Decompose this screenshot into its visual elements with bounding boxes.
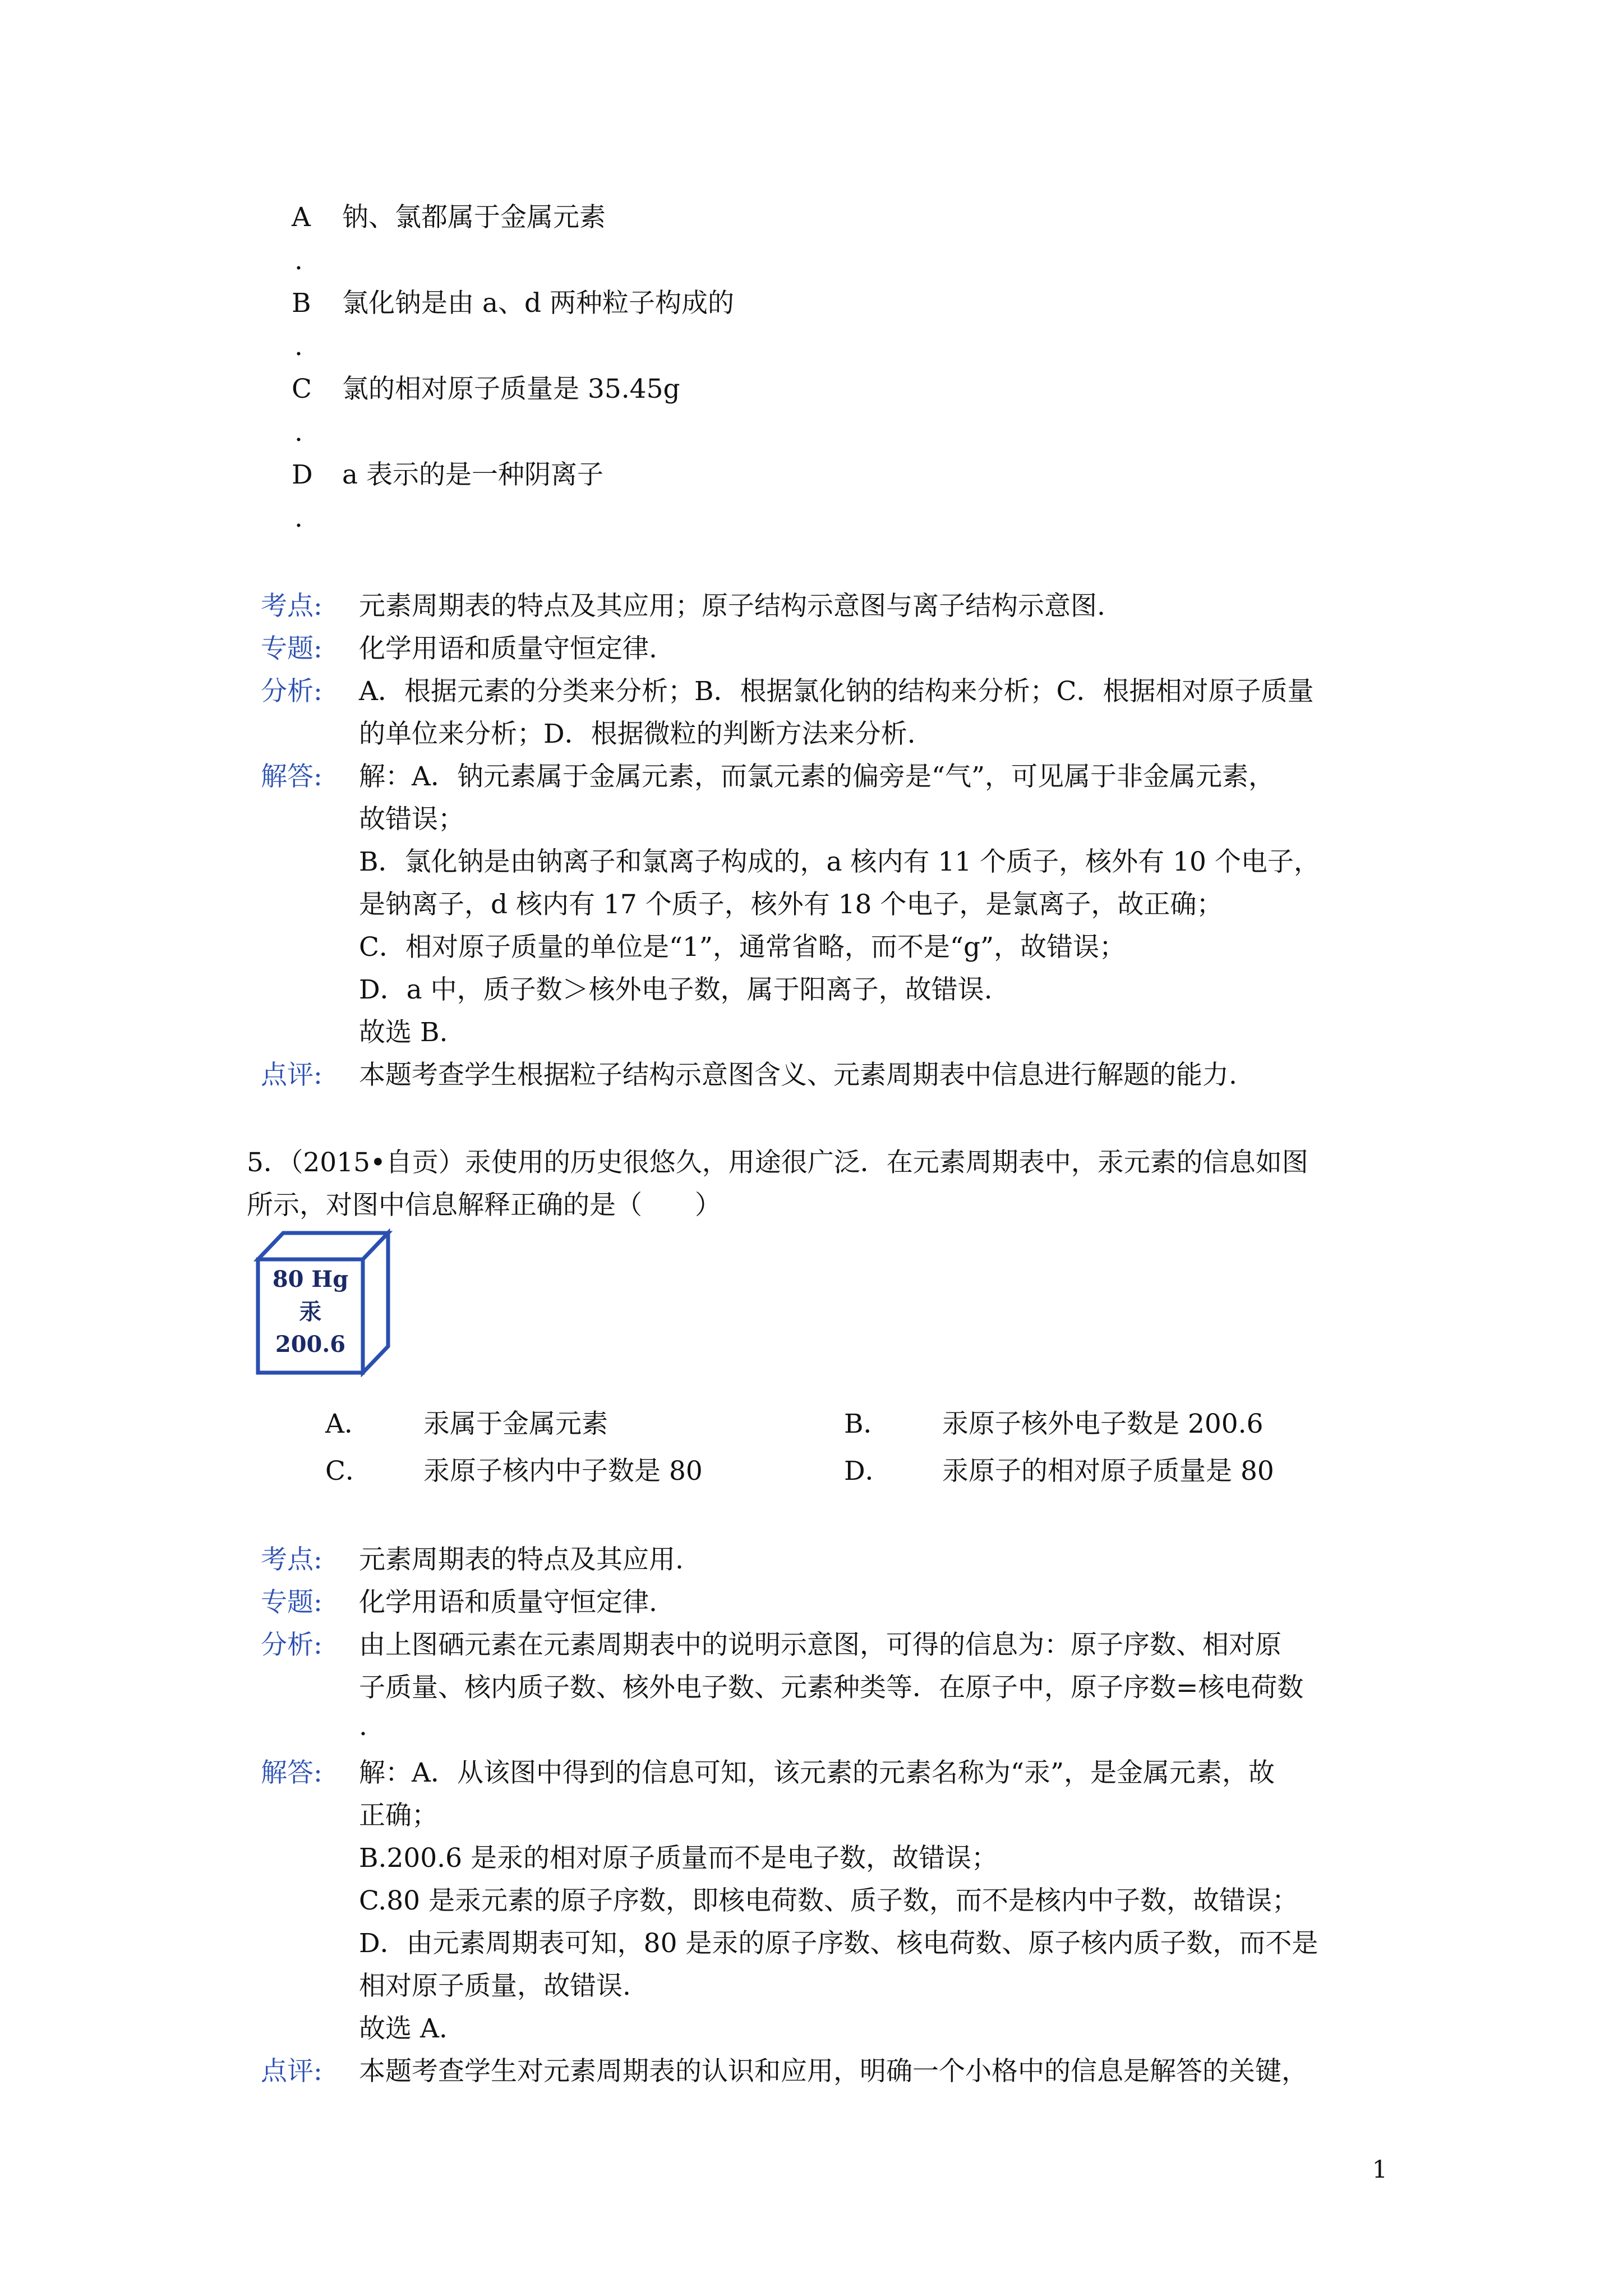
q5-dianping-label: 点评:	[261, 2056, 322, 2087]
hg-element-cell-figure	[252, 1228, 393, 1377]
prev-option-a-text: 钠、氯都属于金属元素	[342, 202, 606, 233]
prev-option-d-letter: D	[292, 459, 313, 490]
prev-option-c-letter: C	[292, 374, 312, 404]
prev-fenxi-line-1: A．根据元素的分类来分析；B．根据氯化钠的结构来分析；C．根据相对原子质量	[359, 676, 1314, 707]
q5-jieda-line-2: 正确；	[359, 1800, 438, 1831]
prev-dianping-text: 本题考查学生根据粒子结构示意图含义、元素周期表中信息进行解题的能力.	[359, 1060, 1237, 1091]
prev-option-b-letter: B	[292, 288, 311, 319]
q5-fenxi-line-3: .	[359, 1711, 367, 1742]
q5-jieda-line-6: 相对原子质量，故错误.	[359, 1971, 631, 2001]
hg-number-symbol: 80 Hg	[272, 1266, 349, 1292]
prev-fenxi-label: 分析:	[261, 676, 322, 707]
q5-option-d-text: 汞原子的相对原子质量是 80	[942, 1456, 1274, 1487]
prev-zhuanti-text: 化学用语和质量守恒定律.	[359, 633, 657, 664]
prev-kaodian-label: 考点:	[261, 591, 322, 622]
q5-jieda-line-1: 解：A．从该图中得到的信息可知，该元素的元素名称为“汞”，是金属元素，故	[359, 1757, 1275, 1788]
prev-jieda-line-7: 故选 B.	[359, 1017, 448, 1048]
prev-option-c-text: 氯的相对原子质量是 35.45g	[342, 374, 680, 404]
q5-jieda-line-5: D．由元素周期表可知，80 是汞的原子序数、核电荷数、原子核内质子数，而不是	[359, 1928, 1318, 1959]
q5-option-d-letter: D．	[844, 1456, 892, 1487]
q5-option-a-text: 汞属于金属元素	[423, 1409, 608, 1439]
prev-option-d-text: a 表示的是一种阴离子	[342, 459, 603, 490]
q5-option-c-text: 汞原子核内中子数是 80	[423, 1456, 703, 1487]
prev-dianping-label: 点评:	[261, 1060, 322, 1091]
q5-zhuanti-label: 专题:	[261, 1587, 322, 1618]
prev-jieda-label: 解答:	[261, 761, 322, 792]
q5-jieda-label: 解答:	[261, 1757, 322, 1788]
q5-jieda-line-4: C.80 是汞元素的原子序数，即核电荷数、质子数，而不是核内中子数，故错误；	[359, 1885, 1298, 1916]
q5-fenxi-line-2: 子质量、核内质子数、核外电子数、元素种类等．在原子中，原子序数=核电荷数	[359, 1672, 1304, 1703]
q5-option-a-letter: A．	[325, 1409, 371, 1439]
q5-zhuanti-text: 化学用语和质量守恒定律.	[359, 1587, 657, 1618]
hg-mass: 200.6	[275, 1331, 346, 1358]
prev-jieda-line-1: 解：A．钠元素属于金属元素，而氯元素的偏旁是“气”，可见属于非金属元素，	[359, 761, 1275, 792]
q5-kaodian-text: 元素周期表的特点及其应用.	[359, 1544, 684, 1575]
q5-fenxi-label: 分析:	[261, 1630, 322, 1660]
q5-jieda-line-7: 故选 A.	[359, 2013, 448, 2044]
q5-option-c-letter: C．	[325, 1456, 372, 1487]
prev-fenxi-line-2: 的单位来分析；D．根据微粒的判断方法来分析.	[359, 719, 916, 749]
q5-dianping-text: 本题考查学生对元素周期表的认识和应用，明确一个小格中的信息是解答的关键，	[359, 2056, 1308, 2087]
prev-option-d-dot: .	[294, 503, 303, 533]
hg-name: 汞	[299, 1299, 322, 1325]
q5-fenxi-line-1: 由上图硒元素在元素周期表中的说明示意图，可得的信息为：原子序数、相对原	[359, 1630, 1281, 1660]
q5-jieda-line-3: B.200.6 是汞的相对原子质量而不是电子数，故错误；	[359, 1843, 998, 1874]
prev-jieda-line-6: D．a 中，质子数＞核外电子数，属于阳离子，故错误.	[359, 974, 993, 1005]
prev-option-b-text: 氯化钠是由 a、d 两种粒子构成的	[342, 288, 734, 319]
prev-jieda-line-4: 是钠离子，d 核内有 17 个质子，核外有 18 个电子，是氯离子，故正确；	[359, 889, 1223, 920]
q5-option-b-letter: B．	[844, 1409, 890, 1439]
q5-stem-line-1: 5．（2015•自贡）汞使用的历史很悠久，用途很广泛．在元素周期表中，汞元素的信息如图	[247, 1147, 1308, 1178]
q5-stem-line-2: 所示，对图中信息解释正确的是（ ）	[247, 1190, 721, 1221]
q5-kaodian-label: 考点:	[261, 1544, 322, 1575]
prev-option-a-letter: A	[292, 202, 311, 233]
prev-option-a-dot: .	[294, 245, 303, 276]
prev-jieda-line-3: B．氯化钠是由钠离子和氯离子构成的，a 核内有 11 个质子，核外有 10 个电子，	[359, 846, 1320, 877]
prev-option-c-dot: .	[294, 417, 303, 448]
prev-jieda-line-5: C．相对原子质量的单位是“1”，通常省略，而不是“g”，故错误；	[359, 932, 1126, 963]
page-number: 1	[1372, 2156, 1387, 2184]
prev-kaodian-text: 元素周期表的特点及其应用；原子结构示意图与离子结构示意图.	[359, 591, 1105, 622]
prev-zhuanti-label: 专题:	[261, 633, 322, 664]
q5-option-b-text: 汞原子核外电子数是 200.6	[942, 1409, 1264, 1439]
prev-jieda-line-2: 故错误；	[359, 804, 464, 835]
prev-option-b-dot: .	[294, 331, 303, 362]
